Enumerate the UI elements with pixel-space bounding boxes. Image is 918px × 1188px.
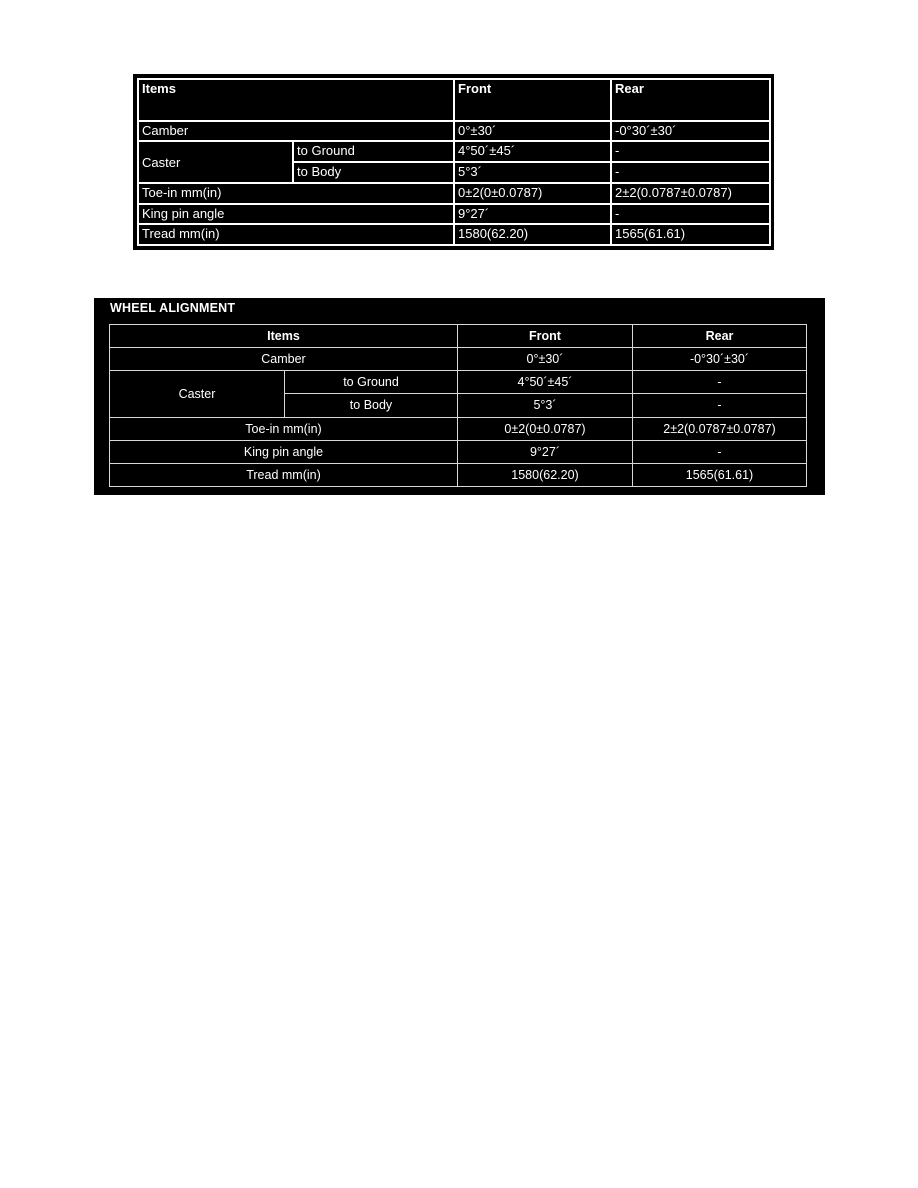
caster-ground-front: 4°50´±45´ <box>454 141 611 162</box>
toe-rear: 2±2(0.0787±0.0787) <box>611 183 770 204</box>
camber-label: Camber <box>138 121 454 142</box>
toe-front: 0±2(0±0.0787) <box>458 417 633 440</box>
table-row <box>110 417 807 440</box>
header-rear: Rear <box>611 79 770 121</box>
caster-body-rear: - <box>611 162 770 183</box>
table-header-row <box>138 79 770 121</box>
caster-body-label: to Body <box>285 394 458 417</box>
alignment-table-1 <box>137 78 771 246</box>
kingpin-front: 9°27´ <box>454 204 611 225</box>
table-header-row <box>110 325 807 348</box>
table-row <box>110 371 807 394</box>
table-row <box>110 348 807 371</box>
table-row <box>110 440 807 463</box>
caster-ground-rear: - <box>611 141 770 162</box>
tread-label: Tread mm(in) <box>138 224 454 245</box>
table-row <box>138 204 770 225</box>
toe-front: 0±2(0±0.0787) <box>454 183 611 204</box>
alignment-table-2 <box>109 324 807 487</box>
camber-front: 0°±30´ <box>454 121 611 142</box>
camber-rear: -0°30´±30´ <box>611 121 770 142</box>
header-items: Items <box>110 325 458 348</box>
camber-rear: -0°30´±30´ <box>633 348 807 371</box>
toe-label: Toe-in mm(in) <box>110 417 458 440</box>
kingpin-label: King pin angle <box>110 440 458 463</box>
caster-body-rear: - <box>633 394 807 417</box>
spec-table-1 <box>133 74 774 250</box>
camber-label: Camber <box>110 348 458 371</box>
kingpin-rear: - <box>633 440 807 463</box>
caster-ground-front: 4°50´±45´ <box>458 371 633 394</box>
kingpin-rear: - <box>611 204 770 225</box>
camber-front: 0°±30´ <box>458 348 633 371</box>
caster-ground-rear: - <box>633 371 807 394</box>
tread-rear: 1565(61.61) <box>611 224 770 245</box>
spec-table-2 <box>94 298 825 495</box>
tread-label: Tread mm(in) <box>110 463 458 486</box>
tread-front: 1580(62.20) <box>454 224 611 245</box>
tread-rear: 1565(61.61) <box>633 463 807 486</box>
toe-rear: 2±2(0.0787±0.0787) <box>633 417 807 440</box>
caster-label: Caster <box>138 141 293 183</box>
table-row <box>138 141 770 162</box>
header-front: Front <box>454 79 611 121</box>
caster-ground-label: to Ground <box>285 371 458 394</box>
header-items: Items <box>138 79 454 121</box>
header-rear: Rear <box>633 325 807 348</box>
table-row <box>138 224 770 245</box>
caster-body-front: 5°3´ <box>454 162 611 183</box>
toe-label: Toe-in mm(in) <box>138 183 454 204</box>
table-row <box>138 121 770 142</box>
tread-front: 1580(62.20) <box>458 463 633 486</box>
caster-body-label: to Body <box>293 162 454 183</box>
table-row <box>110 463 807 486</box>
table-row <box>138 183 770 204</box>
caster-label: Caster <box>110 371 285 417</box>
kingpin-label: King pin angle <box>138 204 454 225</box>
caster-body-front: 5°3´ <box>458 394 633 417</box>
caster-ground-label: to Ground <box>293 141 454 162</box>
table-title: WHEEL ALIGNMENT <box>110 301 236 315</box>
header-front: Front <box>458 325 633 348</box>
kingpin-front: 9°27´ <box>458 440 633 463</box>
